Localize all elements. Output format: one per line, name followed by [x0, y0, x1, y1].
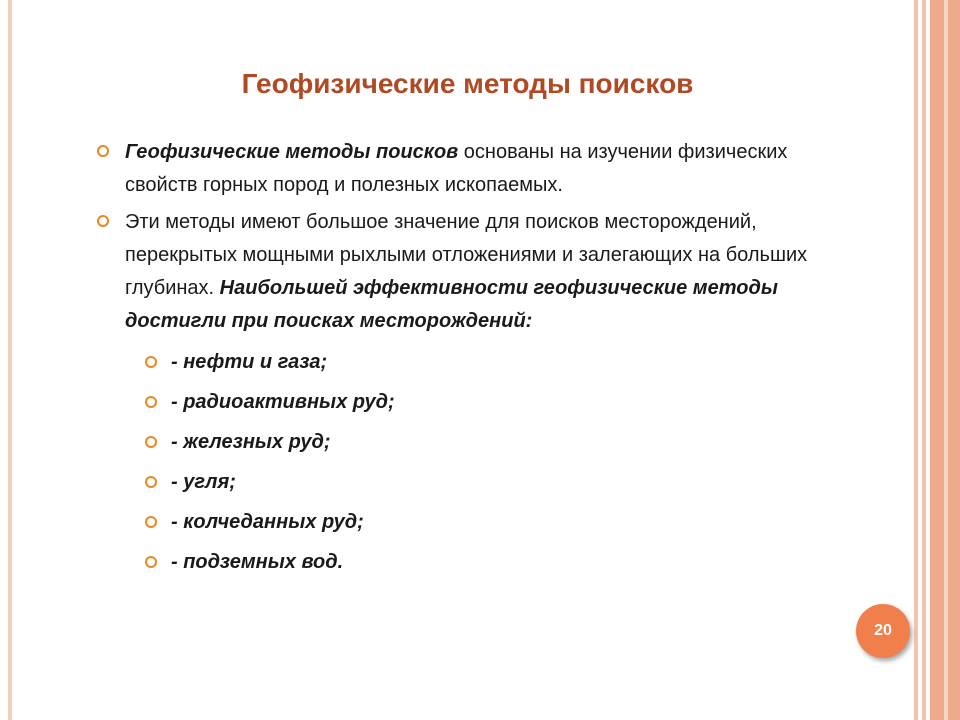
- left-frame-line: [8, 0, 12, 720]
- slide-title: Геофизические методы поисков: [241, 68, 694, 99]
- sub-item-text: - угля;: [171, 471, 236, 493]
- sub-item: [97, 462, 857, 502]
- bullet-text: основаны на изучении физических свойств горных пород и полезных ископаемых.: [125, 141, 788, 196]
- right-stripe-2: [922, 0, 926, 720]
- sub-item: [97, 382, 857, 422]
- bullet-ring-icon: [145, 356, 157, 368]
- sub-item-text: - радиоактивных руд;: [171, 391, 395, 413]
- slide-content: [97, 136, 857, 582]
- bullet-ring-icon: [145, 476, 157, 488]
- sub-item: [97, 422, 857, 462]
- sub-item-text: - подземных вод.: [171, 551, 344, 573]
- bullet-emphasis: Геофизические методы поисков: [125, 141, 459, 163]
- bullet-ring-icon: [145, 436, 157, 448]
- page-number-badge: 20: [856, 604, 910, 658]
- bullet-emphasis: Наибольшей эффективности геофизические методы достигли при поисках месторождений:: [125, 277, 778, 332]
- sub-item: [97, 342, 857, 382]
- bullet-item: [97, 206, 857, 338]
- bullet-ring-icon: [97, 215, 109, 227]
- right-stripe-1: [914, 0, 918, 720]
- bullet-item: [97, 136, 857, 202]
- bullet-ring-icon: [145, 556, 157, 568]
- sub-item-text: - колчеданных руд;: [171, 511, 364, 533]
- sub-item: [97, 502, 857, 542]
- bullet-text: Эти методы имеют большое значение для поисков месторождений, перекрытых мощными рыхлыми отложениями и залегающих на больших глубинах.: [125, 211, 808, 299]
- sub-item: [97, 542, 857, 582]
- right-stripe-3: [930, 0, 944, 720]
- bullet-ring-icon: [145, 396, 157, 408]
- bullet-ring-icon: [145, 516, 157, 528]
- right-stripe-5: [948, 0, 960, 720]
- sub-item-text: - железных руд;: [171, 431, 331, 453]
- bullet-ring-icon: [97, 145, 109, 157]
- sub-item-text: - нефти и газа;: [171, 351, 328, 373]
